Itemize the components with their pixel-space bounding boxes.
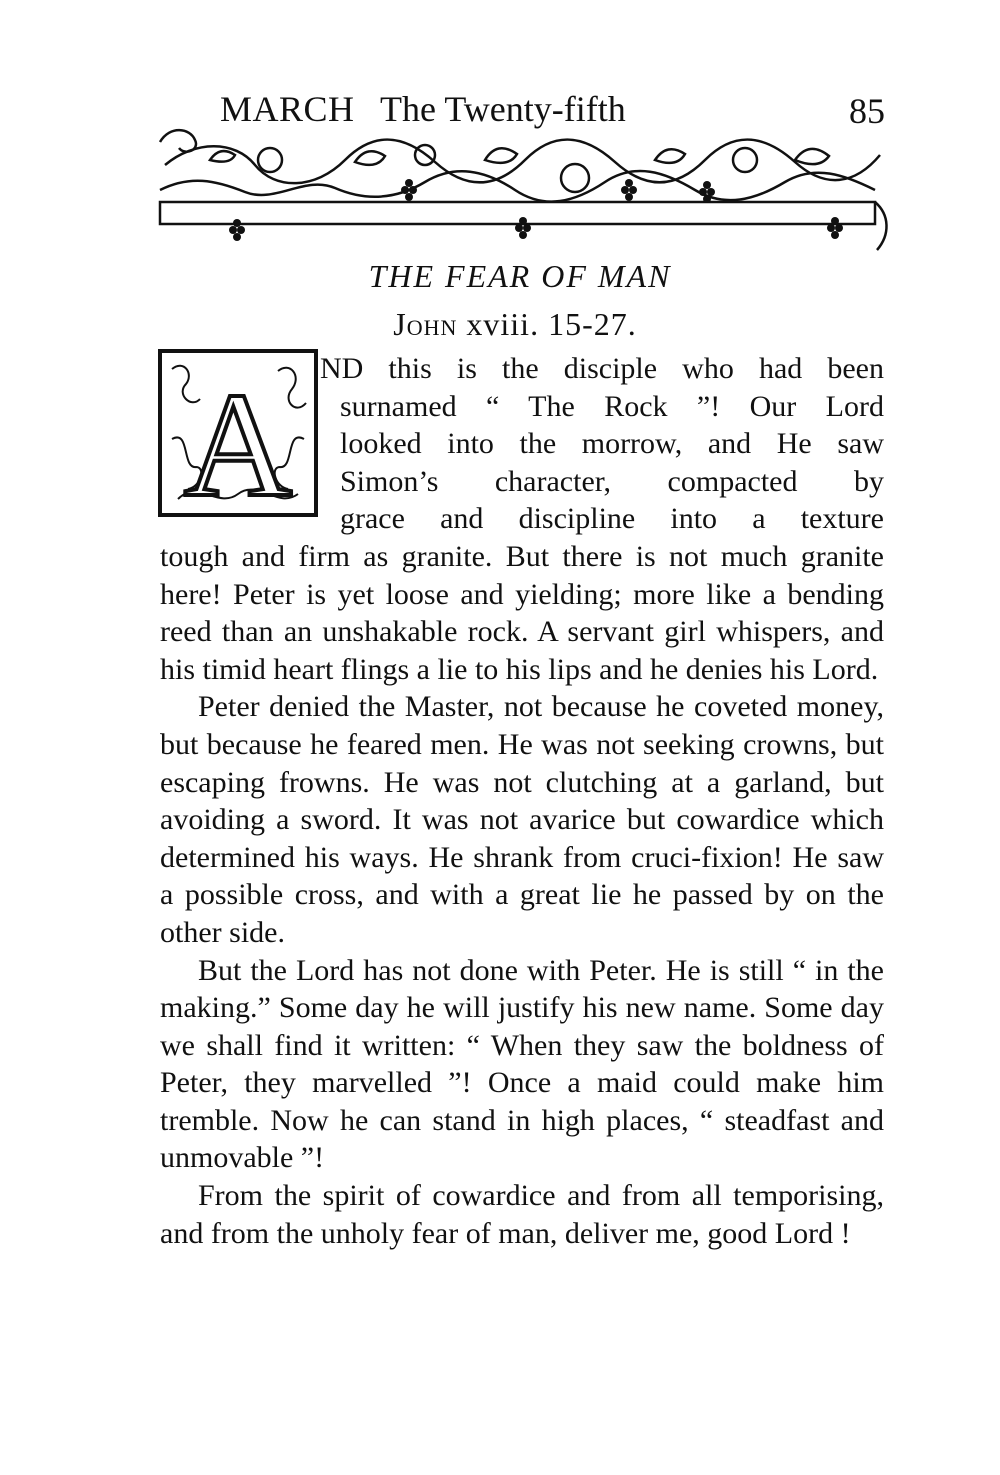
paragraph-1-rest: tough and firm as granite. But there is not much granite here! Peter is yet loose and yielding; more like a bending reed than an unshakable rock. A servant girl whispers, and his timid heart flings a lie to his lips and he denies his Lord.: [160, 539, 884, 686]
grapevine-ornament: [155, 120, 890, 255]
paragraph-1-line-2: surnamed “ The Rock ”! Our Lord: [340, 389, 884, 423]
paragraph-1-line-1: ND this is the disciple who had been: [320, 352, 884, 385]
drop-cap-letter: A: [183, 362, 293, 517]
paragraph-1-line-5: grace and discipline into a texture: [340, 502, 884, 536]
reference-verses: xviii. 15-27.: [466, 306, 637, 342]
paragraph-1: [160, 350, 884, 688]
header-month: MARCH: [220, 89, 355, 129]
paragraph-4: From the spirit of cowardice and from all temporising, and from the unholy fear of man, deliver me, good Lord !: [160, 1179, 884, 1250]
paragraph-2: Peter denied the Master, not because he coveted money, but because he feared men. He was not seeking crowns, but escaping frowns. He was not clutching at a garland, but avoiding a sword. It was not avarice but cowardice which determined his ways. He shrank from cruci-fixion! He saw a possible cross, and with a great lie he passed by on the other side.: [160, 690, 884, 949]
page-number: 85: [849, 91, 885, 131]
paragraph-3: But the Lord has not done with Peter. He is still “ in the making.” Some day he will justify his new name. Some day we shall find it written: “ When they saw the boldness of Peter, they marvelled ”! Once a maid could make him tremble. Now he can stand in high places, “ steadfast and unmovable ”!: [160, 953, 884, 1175]
header-day: The Twenty-fifth: [380, 89, 626, 129]
paragraph-1-line-4: Simon’s character, compacted by: [340, 464, 884, 498]
chapter-title: THE FEAR OF MAN: [368, 258, 672, 294]
scripture-reference: [0, 306, 1000, 343]
paragraph-1-line-3: looked into the morrow, and He saw: [340, 427, 884, 461]
reference-book: John: [393, 306, 458, 342]
body-text: [160, 350, 884, 1252]
